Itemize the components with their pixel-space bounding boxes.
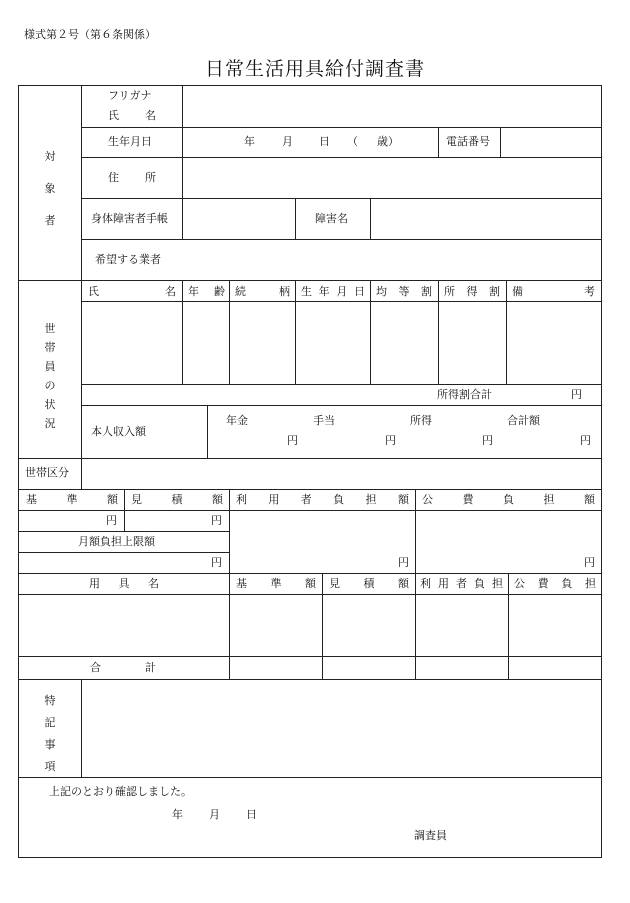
user-burden-yen: 円 xyxy=(398,556,409,569)
phone-label: 電話番号 xyxy=(446,135,490,148)
pension-label: 年金 xyxy=(226,414,248,427)
cost-estimate-header: 見 積 額 xyxy=(131,493,223,506)
col-income-tax: 所 得 割 xyxy=(444,285,500,298)
allowance-label: 手当 xyxy=(313,414,335,427)
form-title: 日常生活用具給付調査書 xyxy=(204,58,425,80)
furigana-label: フリガナ xyxy=(108,89,152,102)
item-standard-header: 基 準 額 xyxy=(236,577,316,590)
col-name: 氏 名 xyxy=(88,285,176,298)
confirm-month: 月 xyxy=(209,808,220,821)
confirmation-text: 上記のとおり確認しました。 xyxy=(49,785,192,798)
monthly-limit-yen: 円 xyxy=(211,556,222,569)
preferred-vendor-label: 希望する業者 xyxy=(95,253,161,266)
estimate-yen: 円 xyxy=(211,514,222,527)
col-remarks: 備 考 xyxy=(512,285,595,298)
disability-name-label: 障害名 xyxy=(315,212,348,225)
remarks-label: 特 記 事 項 xyxy=(44,694,56,773)
cost-user-burden-header: 利 用 者 負 担 額 xyxy=(236,493,409,506)
item-estimate-header: 見 積 額 xyxy=(329,577,409,590)
col-relation: 続 柄 xyxy=(235,285,290,298)
form-number: 様式第２号（第６条関係） xyxy=(24,28,156,41)
subject-section-label: 対 象 者 xyxy=(44,150,56,227)
item-public-burden-header: 公 費 負 担 xyxy=(514,577,596,590)
allowance-yen: 円 xyxy=(385,434,396,447)
income-tax-total-yen: 円 xyxy=(571,388,582,401)
total-amount-yen: 円 xyxy=(580,434,591,447)
address-label: 住 所 xyxy=(108,171,156,184)
birthdate-month: 月 xyxy=(282,135,293,148)
standard-yen: 円 xyxy=(106,514,117,527)
monthly-limit-label: 月額負担上限額 xyxy=(78,535,155,548)
birthdate-label: 生年月日 xyxy=(108,135,152,148)
pension-yen: 円 xyxy=(287,434,298,447)
birthdate-day: 日 xyxy=(319,135,330,148)
investigator-label: 調査員 xyxy=(414,829,447,842)
items-total-label: 合 計 xyxy=(90,661,156,674)
col-age: 年 齢 xyxy=(188,285,225,298)
name-label: 氏 名 xyxy=(108,109,156,122)
disability-book-label: 身体障害者手帳 xyxy=(91,212,168,225)
birthdate-paren: （ xyxy=(347,135,358,148)
income-yen: 円 xyxy=(482,434,493,447)
birthdate-year: 年 xyxy=(244,135,255,148)
col-equal-tax: 均 等 割 xyxy=(376,285,432,298)
income-tax-total-label: 所得割合計 xyxy=(437,388,492,401)
self-income-label: 本人収入額 xyxy=(91,425,146,438)
household-section-label: 世 帯 員 の 状 況 xyxy=(44,322,56,430)
form-border xyxy=(19,86,602,858)
household-category-label: 世帯区分 xyxy=(25,466,69,479)
income-label: 所得 xyxy=(410,414,432,427)
confirm-day: 日 xyxy=(246,808,257,821)
item-user-burden-header: 利 用 者 負 担 xyxy=(420,577,503,590)
birthdate-age: 歳） xyxy=(377,135,399,148)
total-amount-label: 合計額 xyxy=(507,414,540,427)
col-birthdate: 生 年 月 日 xyxy=(301,285,365,298)
confirm-year: 年 xyxy=(172,808,183,821)
cost-public-burden-header: 公 費 負 担 額 xyxy=(422,493,595,506)
public-burden-yen: 円 xyxy=(584,556,595,569)
item-name-header: 用 具 名 xyxy=(89,577,159,590)
cost-standard-header: 基 準 額 xyxy=(26,493,118,506)
